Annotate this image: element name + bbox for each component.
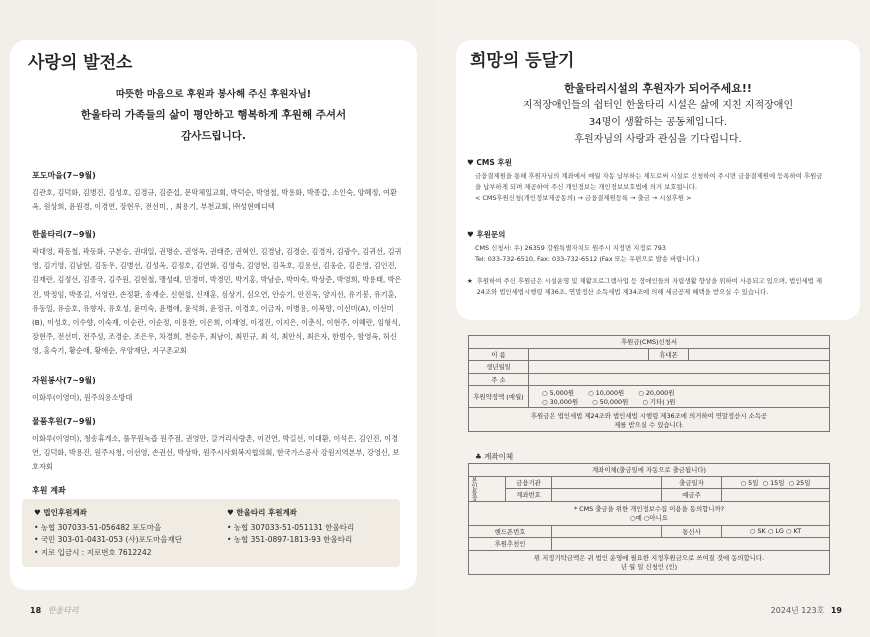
birth-label: 생년월일: [469, 361, 529, 374]
group-heading: 물품후원(7~9월): [32, 417, 96, 426]
amount-option[interactable]: ○ 10,000원: [588, 388, 625, 397]
inquiry-section: [467, 229, 827, 265]
depositor-label: 예금주: [662, 489, 722, 502]
referrer-label: 후원추천인: [469, 538, 552, 551]
birth-field[interactable]: [529, 361, 830, 374]
consent-options[interactable]: ○예 ○아니요: [630, 514, 668, 522]
signature-row: [469, 550, 830, 574]
address-label: 주 소: [469, 373, 529, 386]
group-volunteer: [32, 375, 404, 405]
account-field[interactable]: [552, 489, 662, 502]
address-field[interactable]: [529, 373, 830, 386]
bank-accounts-box: [22, 499, 400, 567]
name-field[interactable]: [529, 348, 649, 361]
mobile-field[interactable]: [552, 525, 662, 538]
day-option[interactable]: ○ 5일: [740, 478, 759, 487]
phone-field[interactable]: [689, 348, 830, 361]
issue-label: 2024년 123호: [770, 606, 825, 615]
inquiry-address: CMS 신청서: 우) 26359 강원특별자치도 원주시 지정면 지정로 793: [475, 244, 666, 252]
intro-line-3: 감사드립니다.: [181, 130, 246, 142]
cms-body: 금융결제원을 통해 후원자님의 계좌에서 매월 자동 납부하는 제도로써 시설로 신청하여 주시면 금융결제원에 등록하여 후원금을 납부하게 되며 제공하여 주신 개인정보는 개인정보보호법에 의거 보호됩니다.: [475, 172, 823, 191]
depositor-field[interactable]: [722, 489, 830, 502]
group-heading: 한울타리(7~9월): [32, 230, 96, 239]
withdraw-options[interactable]: [722, 476, 830, 489]
heart-icon: ♥: [467, 158, 474, 167]
group-body: 이화루(이영미), 원주의용소방대: [32, 393, 133, 402]
intro-line: 지적장애인들의 쉼터인 한울타리 시설은 삶에 지친 지적장애인: [522, 100, 794, 111]
name-label: 이 름: [469, 348, 529, 361]
sign-note: 위 지정기탁금액은 귀 법인 운영에 필요한 지정후원금으로 쓰여질 것에 동의합니다.: [533, 554, 765, 562]
bank-label: 금융기관: [506, 476, 552, 489]
group-goods: [32, 416, 404, 475]
amount-label: 후원약정액 (매월): [469, 386, 529, 408]
day-option[interactable]: ○ 15일: [762, 478, 785, 487]
bank-account: 농협 307033-51-056482 포도마을: [40, 522, 162, 532]
cms-flow: < CMS후원신청(개인정보제공동의) → 금융결제원등록 → 출금 → 시설후원 >: [475, 194, 692, 202]
amount-option[interactable]: ○ 기타( )원: [642, 397, 676, 406]
section-title: 사랑의 발전소: [28, 53, 133, 73]
transfer-form: [468, 463, 830, 575]
intro-line: 34명이 생활하는 공동체입니다.: [588, 117, 728, 128]
amount-option[interactable]: ○ 5,000원: [542, 388, 575, 397]
amount-options[interactable]: [529, 386, 830, 408]
intro-headline: 한울타리시설의 후원자가 되어주세요!!: [564, 82, 752, 95]
page-number: 18: [30, 606, 42, 615]
group-body: 김관호, 김덕화, 김병진, 김성호, 김경규, 김준섭, 문막체일교회, 박덕순, 박영철, 박용화, 박종갑, 소인숙, 양혜정, 여환옥, 원상희, 윤원경, 이경연, 장현우, 전선미, , 최용기, 부천교회, ㈜성현메디텍: [32, 188, 397, 212]
star-icon: ★: [467, 277, 473, 285]
transfer-label: [475, 451, 513, 462]
transfer-text: 계좌이체: [484, 452, 514, 461]
group-heading: 자원봉사(7~9월): [32, 376, 96, 385]
amount-option[interactable]: ○ 50,000원: [592, 397, 629, 406]
side-label-text: 본인통장: [470, 476, 477, 501]
account-label: 계좌번호: [506, 489, 552, 502]
club-icon: ♣: [475, 452, 482, 461]
inquiry-tel: Tel: 033-732-6510, Fax: 033-732-6512 (Fax 또는 우편으로 발송 바랍니다.): [475, 255, 700, 263]
cms-section: [467, 157, 827, 204]
bank-account: 국민 303-01-0431-053 (사)포도마을재단: [40, 535, 183, 544]
phone-label: 휴대폰: [649, 348, 689, 361]
heart-icon: ♥: [227, 508, 234, 517]
bank-field[interactable]: [552, 476, 662, 489]
consent-row[interactable]: [469, 501, 830, 525]
form-title: 계좌이체(출금일에 자동으로 출금됩니다): [469, 464, 830, 477]
section-title: 희망의 등달기: [470, 51, 575, 71]
mobile-label: 핸드폰번호: [469, 525, 552, 538]
bank-column-hanultari: ♥ 한울타리 후원계좌 • 농협 307033-51-051131 한울타리 • 농협 351-0897-1813-93 한울타리: [227, 508, 355, 544]
intro-line-1: 따뜻한 마음으로 후원과 봉사해 주신 후원자님!: [115, 89, 312, 100]
amount-option[interactable]: ○ 20,000원: [638, 388, 675, 397]
group-podo: [32, 170, 404, 214]
bank-column-corp: ♥ 법인후원계좌 • 농협 307033-51-056482 포도마을 • 국민 303-01-0431-053 (사)포도마을재단 • 지로 입금시 : 지로번호 7612242: [34, 508, 183, 557]
cms-heading: CMS 후원: [476, 158, 512, 167]
withdraw-label: 출금일자: [662, 476, 722, 489]
form-title: 후원금(CMS)신청서: [469, 336, 830, 349]
bank-account: 지로 입금시 : 지로번호 7612242: [40, 547, 152, 557]
heart-icon: ♥: [467, 230, 474, 239]
bank-account: 농협 307033-51-051131 한울타리: [233, 522, 355, 532]
inquiry-heading: 후원문의: [476, 230, 506, 239]
group-body: 곽대영, 곽동철, 곽동화, 구본승, 권대일, 권명순, 권영옥, 권태준, 권혁인, 김경남, 김경순, 김경자, 김광수, 김귀선, 김귀영, 김기영, 김남현, 김동우, 김병선, 김성옥, 김정호, 김연화, 김영숙, 김영현, 김옥호, 김용선, 김웅순, 김은영, 김인진, 김재란, 김정선, 김종국, 김주원, 김현철, 맹성래, 민경미, 박경민, 박기홍, 박남순, 박미숙, 박상준, 박영희, 박용태, 박은진, 박정임, 박종길, 서영란, 손정환, 송재순, 신현섭, 신재훈, 심상기, 심오연, 안승기, 안진욱, 양지선, 유기봉, 유기훈, 유동일, 유승호, 유향자, 유호성, 윤미숙, 윤병애, 윤석희, 윤정규, 이경호, 이금자, 이병용, 이복향, 이선미(A), 이선미(B), 이성호, 이수향, 이숙재, 이순란, 이순정, 이용찬, 이은희, 이재영, 이정진, 이지은, 이춘식, 이현주, 이혜란, 임형식, 장현주, 전선미, 전주성, 조경순, 조은우, 차경희, 천승우, 최남이, 최민규, 최 석, 최안식, 최은자, 한범수, 함영옥, 허신영, 홍숙기, 황순애, 황애순, 우양재단, 지구촌교회: [32, 247, 402, 356]
referrer-field[interactable]: [552, 538, 830, 551]
bank-heading: 법인후원계좌: [43, 508, 87, 517]
bank-account: 농협 351-0897-1813-93 한울타리: [233, 535, 353, 544]
carrier-options[interactable]: ○ SK ○ LG ○ KT: [722, 525, 830, 538]
sign-line[interactable]: 년 월 일 신청인 (인): [620, 563, 678, 571]
consent-question: * CMS 출금을 위한 개인정보수집 이용을 동의합니까?: [573, 505, 725, 513]
day-option[interactable]: ○ 25일: [788, 478, 811, 487]
group-hanultari: [32, 229, 404, 359]
right-footer: [771, 605, 842, 616]
page-number: 19: [830, 606, 842, 615]
cms-application-form: [468, 335, 830, 432]
heart-icon: ♥: [34, 508, 41, 517]
group-heading: 후원 계좌: [32, 486, 66, 495]
group-heading: 포도마을(7~9월): [32, 171, 96, 180]
footer-logo: 한울타리: [47, 606, 79, 615]
tax-note: 후원금은 법인세법 제24조와 법인세법 시행령 제36조에 의거하여 연말정산시 소득공제를 받으실 수 있습니다.: [469, 408, 830, 432]
intro-line: 후원자님의 사랑과 관심을 기다립니다.: [574, 134, 742, 145]
bank-heading: 한울타리 후원계좌: [236, 508, 297, 517]
tax-notice: 후원하여 주신 후원금은 시설운영 및 재활프로그램사업 등 장애인들의 자립생활 향상을 위하여 사용되고 있으며, 법인세법 제24조와 법인세법시행령 제36조, 연말정산 소득세법 제34조에 의해 세금공제 혜택을 받으실 수 있습니다.: [476, 277, 823, 296]
group-body: 이화루(이영미), 청송휴게소, 풀무원녹즙 원주점, 권영만, 갈거리사랑촌, 이건연, 박길선, 이대환, 이석은, 김인진, 이경연, 김덕화, 박용진, 원주시청, 이선영, 손권선, 박상학, 원주시사회복지협의회, 한국가스공사 강원지역본부, 강영신, 보호자회: [32, 434, 400, 472]
side-label: [469, 476, 506, 501]
notice-section: [467, 276, 827, 298]
left-footer: [30, 605, 79, 616]
amount-option[interactable]: ○ 30,000원: [542, 397, 579, 406]
intro-line-2: 한울타리 가족들의 삶이 평안하고 행복하게 후원해 주셔서: [80, 109, 347, 121]
carrier-label: 통신사: [662, 525, 722, 538]
